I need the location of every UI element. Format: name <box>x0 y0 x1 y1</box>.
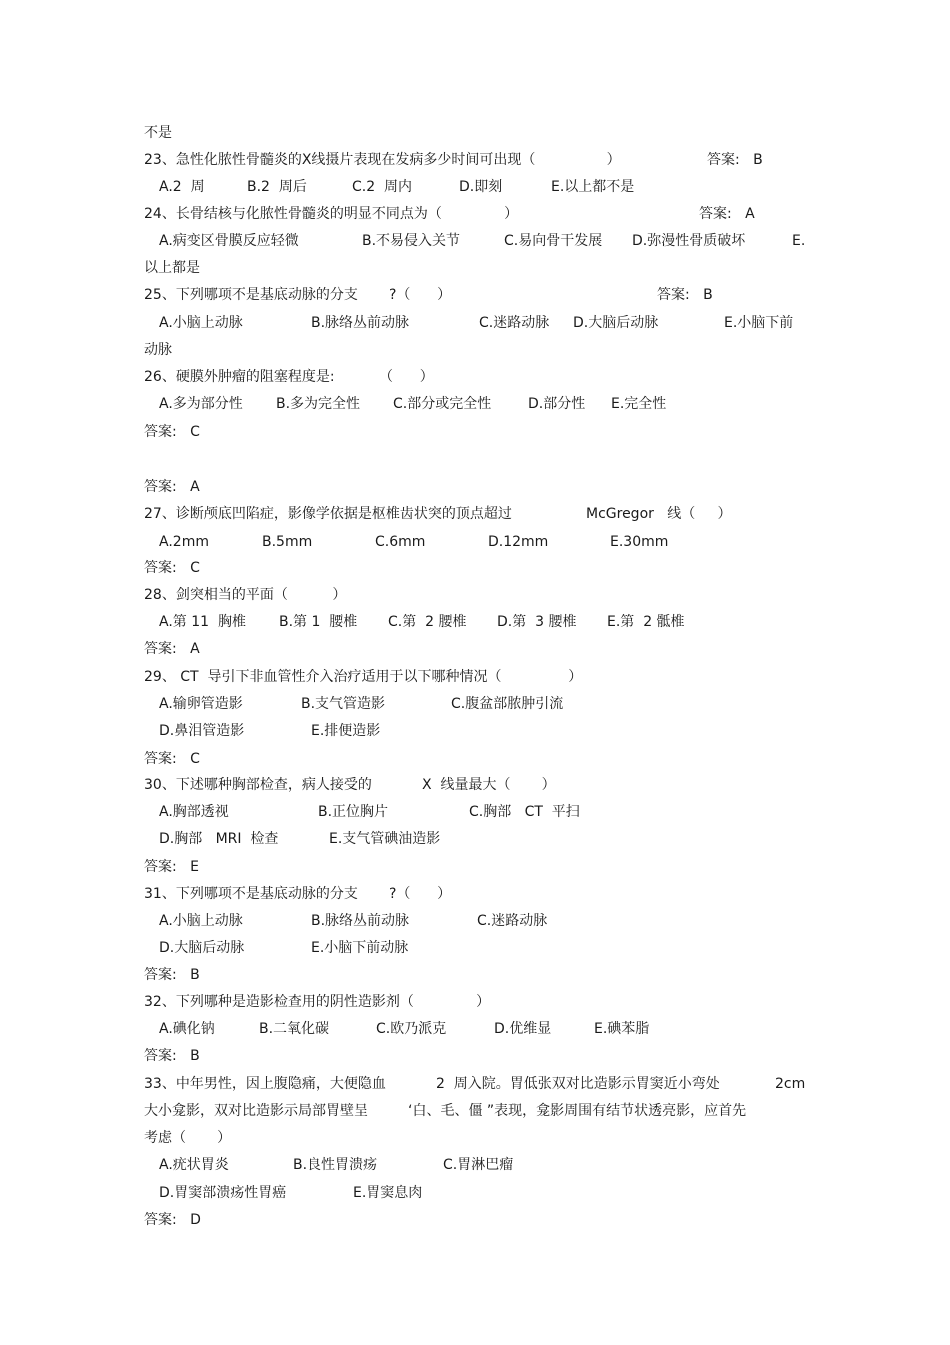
option: B.第 1 腰椎 <box>279 614 358 630</box>
answer-23: 答案: B <box>707 152 763 168</box>
question-25: 25、下列哪项不是基底动脉的分支 ?（ ） <box>144 287 452 303</box>
option: C.易向骨干发展 <box>504 233 603 249</box>
option: B.脉络丛前动脉 <box>311 315 410 331</box>
option: A.小脑上动脉 <box>159 913 243 929</box>
option: D.大脑后动脉 <box>159 940 245 956</box>
text-line: 不是 <box>144 125 172 141</box>
option: C.第 2 腰椎 <box>388 614 467 630</box>
question-23: 23、急性化脓性骨髓炎的X线摄片表现在发病多少时间可出现（ ） <box>144 152 621 168</box>
question-32: 32、下列哪种是造影检查用的阴性造影剂（ ） <box>144 994 491 1010</box>
option: D.鼻泪管造影 <box>159 723 245 739</box>
option: A.输卵管造影 <box>159 696 243 712</box>
answer-33: 答案: D <box>144 1212 201 1228</box>
option: B.正位胸片 <box>318 804 389 820</box>
option: D.大脑后动脉 <box>573 315 659 331</box>
option: A.小脑上动脉 <box>159 315 243 331</box>
answer-28: 答案: A <box>144 641 200 657</box>
option: C.迷路动脉 <box>479 315 550 331</box>
answer-27: 答案: C <box>144 560 200 576</box>
answer-30: 答案: E <box>144 859 199 875</box>
answer-31: 答案: B <box>144 967 200 983</box>
option: E.胃窦息肉 <box>353 1185 423 1201</box>
question-27-tail: McGregor 线（ ） <box>586 506 732 522</box>
option: E.以上都不是 <box>551 179 635 195</box>
option: A.疣状胃炎 <box>159 1157 229 1173</box>
option: A.多为部分性 <box>159 396 243 412</box>
option: C.胸部 CT 平扫 <box>469 804 580 820</box>
option: E.支气管碘油造影 <box>329 831 441 847</box>
option: E. <box>792 233 806 249</box>
option: A.病变区骨膜反应轻微 <box>159 233 299 249</box>
option: A.2 周 <box>159 179 205 195</box>
question-33-cont: ‘白、毛、僵 ”表现，龛影周围有结节状透亮影，应首先 <box>408 1103 747 1119</box>
question-29: 29、 CT 导引下非血管性介入治疗适用于以下哪种情况（ ） <box>144 669 583 685</box>
option: E.第 2 骶椎 <box>607 614 685 630</box>
question-33-part: 2cm <box>775 1076 806 1092</box>
answer-24: 答案: A <box>699 206 755 222</box>
option: D.弥漫性骨质破坏 <box>632 233 746 249</box>
option: E.完全性 <box>611 396 667 412</box>
question-33: 33、中年男性，因上腹隐痛，大便隐血 <box>144 1076 386 1092</box>
question-31: 31、下列哪项不是基底动脉的分支 ?（ ） <box>144 886 452 902</box>
option: E.小脑下前 <box>724 315 794 331</box>
option: A.第 11 胸椎 <box>159 614 246 630</box>
option: B.二氧化碳 <box>259 1021 330 1037</box>
option: D.部分性 <box>528 396 586 412</box>
option: B.多为完全性 <box>276 396 361 412</box>
option: C.欧乃派克 <box>376 1021 447 1037</box>
option: B.支气管造影 <box>301 696 386 712</box>
option: D.第 3 腰椎 <box>497 614 577 630</box>
option: C.胃淋巴瘤 <box>443 1157 514 1173</box>
option: E.30mm <box>610 534 669 550</box>
option: D.胸部 MRI 检查 <box>159 831 279 847</box>
option: C.腹盆部脓肿引流 <box>451 696 564 712</box>
answer-25: 答案: B <box>657 287 713 303</box>
question-33-cont: 大小龛影，双对比造影示局部胃壁呈 <box>144 1103 368 1119</box>
question-33-cont: 考虑（ ） <box>144 1130 232 1146</box>
question-28: 28、剑突相当的平面（ ） <box>144 587 347 603</box>
question-30: 30、下述哪种胸部检查，病人接受的 <box>144 777 372 793</box>
option: E.排便造影 <box>311 723 381 739</box>
option: D.优维显 <box>494 1021 552 1037</box>
option: B.不易侵入关节 <box>362 233 461 249</box>
answer-26: 答案: C <box>144 424 200 440</box>
answer-32: 答案: B <box>144 1048 200 1064</box>
text-line: 动脉 <box>144 342 172 358</box>
option: A.2mm <box>159 534 209 550</box>
answer-29: 答案: C <box>144 751 200 767</box>
option: A.碘化钠 <box>159 1021 215 1037</box>
option: C.6mm <box>375 534 426 550</box>
option: D.12mm <box>488 534 549 550</box>
answer-line: 答案: A <box>144 479 200 495</box>
option: B.脉络丛前动脉 <box>311 913 410 929</box>
option: C.迷路动脉 <box>477 913 548 929</box>
question-27: 27、诊断颅底凹陷症，影像学依据是枢椎齿状突的顶点超过 <box>144 506 512 522</box>
question-33-part: 2 周入院。胃低张双对比造影示胃窦近小弯处 <box>436 1076 720 1092</box>
option: E.小脑下前动脉 <box>311 940 409 956</box>
option: E.碘苯脂 <box>594 1021 650 1037</box>
question-30-tail: X 线量最大（ ） <box>422 777 556 793</box>
option: D.即刻 <box>459 179 503 195</box>
option: C.2 周内 <box>352 179 413 195</box>
text-line: 以上都是 <box>144 260 200 276</box>
option: B.2 周后 <box>247 179 307 195</box>
question-26: 26、硬膜外肿瘤的阻塞程度是: （ ） <box>144 369 434 385</box>
option: B.良性胃溃疡 <box>293 1157 378 1173</box>
option: D.胃窦部溃疡性胃癌 <box>159 1185 287 1201</box>
option: C.部分或完全性 <box>393 396 492 412</box>
option: A.胸部透视 <box>159 804 229 820</box>
option: B.5mm <box>262 534 313 550</box>
question-24: 24、长骨结核与化脓性骨髓炎的明显不同点为（ ） <box>144 206 519 222</box>
